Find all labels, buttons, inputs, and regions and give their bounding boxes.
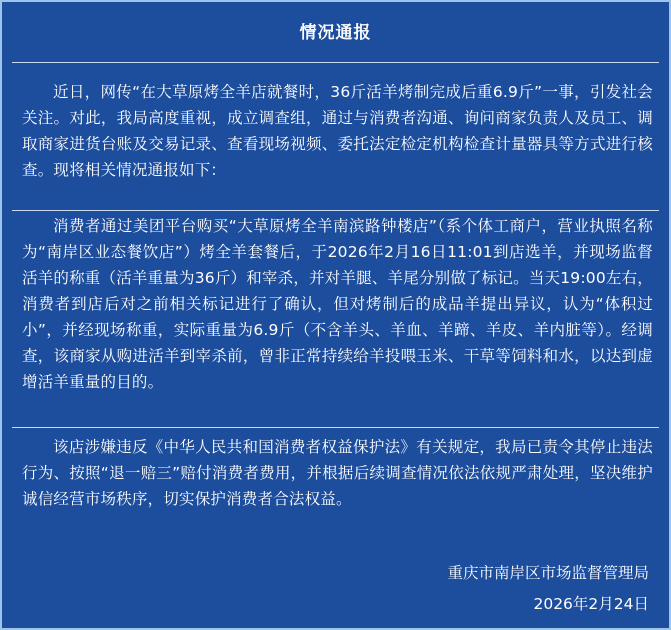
- notice-title: 情况通报: [299, 23, 372, 43]
- section-divider-2: [12, 427, 659, 428]
- signature-organization: 重庆市南岸区市场监督管理局: [447, 564, 649, 582]
- section-divider-1: [12, 210, 659, 211]
- signature-date: 2026年2月24日: [533, 595, 649, 613]
- paragraph-intro: 近日，网传“在大草原烤全羊店就餐时，36斤活羊烤制完成后重6.9斤”一事，引发社会关注。对此，我局高度重视，成立调查组，通过与消费者沟通、询问商家负责人及员工、调取商家进货台账及交易记录、查看现场视频、委托法定检定机构检查计量器具等方式进行核查。现将相关情况通报如下：: [22, 83, 653, 179]
- title-divider: [12, 62, 659, 63]
- paragraph-findings: 消费者通过美团平台购买“大草原烤全羊南滨路钟楼店”（系个体工商户，营业执照名称为“南岸区业态餐饮店”）烤全羊套餐后，于2026年2月16日11:01到店选羊，并现场监督活羊的称重（活羊重量为36斤）和宰杀，并对羊腿、羊尾分别做了标记。当天19:00左右，消费者到店后对之前相关标记进行了确认，但对烤制后的成品羊提出异议，认为“体积过小”，并经现场称重，实际重量为6.9斤（不含羊头、羊血、羊蹄、羊皮、羊内脏等）。经调查，该商家从购进活羊到宰杀前，曾非正常持续给羊投喂玉米、干草等饲料和水，以达到虚增活羊重量的目的。: [22, 217, 653, 391]
- paragraph-action: 该店涉嫌违反《中华人民共和国消费者权益保护法》有关规定，我局已责令其停止违法行为、按照“退一赔三”赔付消费者费用，并根据后续调查情况依法依规严肃处理，坚决维护诚信经营市场秩序，切实保护消费者合法权益。: [22, 438, 653, 508]
